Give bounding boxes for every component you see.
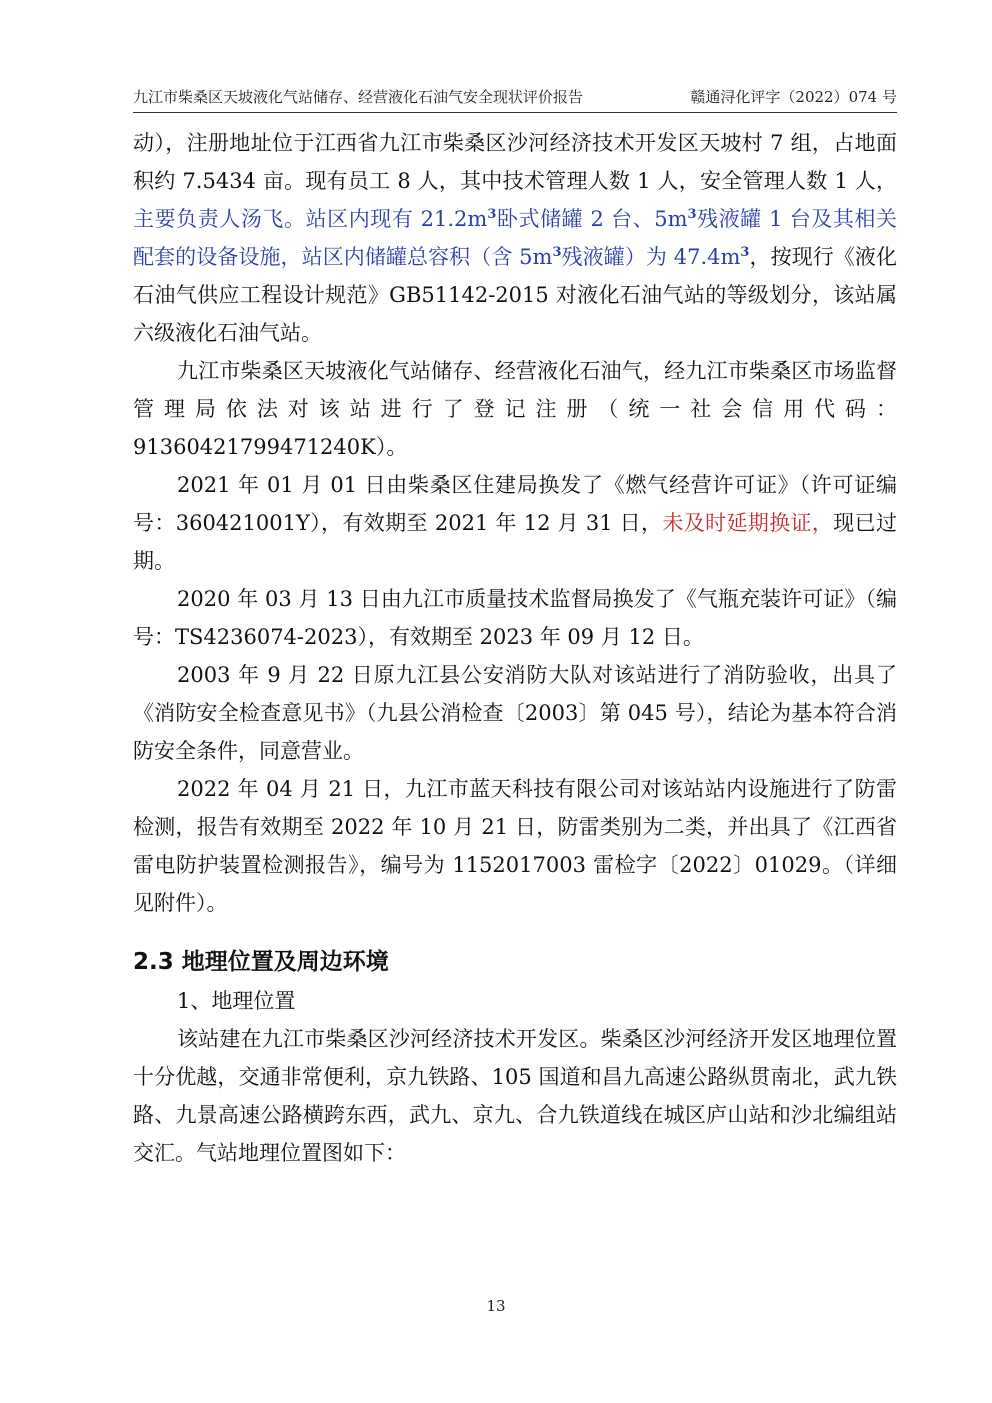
page-header bbox=[133, 86, 897, 110]
header-divider bbox=[133, 112, 897, 113]
highlight-blue-text: 主要负责人汤飞。站区内现有 $21.2m^3$卧式储罐 2 台、$5m^3$残液罐 1 台及其相关配套的设备设施，站区内储罐总容积（含 $5m^3$残液罐）为 $47.4m^3$ bbox=[133, 207, 897, 269]
header-doc-number: 赣通浔化评字（2022）074 号 bbox=[690, 88, 897, 106]
paragraph-fire-inspection: 2003 年 9 月 22 日原九江县公安消防大队对该站进行了消防验收，出具了《消防安全检查意见书》（九县公消检查〔2003〕第 045 号），结论为基本符合消防安全条件，同意营业。 bbox=[133, 663, 897, 763]
page-number: 13 bbox=[486, 1297, 506, 1315]
subsection-title: 1、地理位置 bbox=[177, 989, 296, 1013]
document-body bbox=[133, 124, 897, 1172]
section-heading: 2.3 地理位置及周边环境 bbox=[133, 949, 389, 975]
paragraph-registration bbox=[133, 124, 897, 352]
paragraph-cylinder-license: 2020 年 03 月 13 日由九江市质量技术监督局换发了《气瓶充装许可证》（编号：TS4236074-2023），有效期至 2023 年 09 月 12 日。 bbox=[133, 587, 897, 649]
paragraph-gas-license: 2021 年 01 月 01 日由柴桑区住建局换发了《燃气经营许可证》（许可证编号：360421001Y），有效期至 2021 年 12 月 31 日，未及时延期换证，现已过期。 bbox=[133, 473, 898, 573]
header-title: 九江市柴桑区天坡液化气站储存、经营液化石油气安全现状评价报告 bbox=[133, 88, 584, 106]
highlight-red-text: 未及时延期换证， bbox=[662, 511, 834, 535]
paragraph-credit-code: 九江市柴桑区天坡液化气站储存、经营液化石油气，经九江市柴桑区市场监督管理局依法对该站进行了登记注册（统一社会信用代码：91360421799471240K）。 bbox=[133, 359, 897, 459]
text-run: 动），注册地址位于江西省九江市柴桑区沙河经济技术开发区天坡村 7 组，占地面积约 7.5434 亩。现有员工 8 人，其中技术管理人数 1 人，安全管理人数 1 人， bbox=[133, 131, 897, 193]
paragraph-lightning-inspection: 2022 年 04 月 21 日，九江市蓝天科技有限公司对该站站内设施进行了防雷检测，报告有效期至 2022 年 10 月 21 日，防雷类别为二类，并出具了《江西省雷电防护装置检测报告》，编号为 1152017003 雷检字〔2022〕01029。（详细见附件）。 bbox=[133, 777, 897, 915]
paragraph-location: 该站建在九江市柴桑区沙河经济技术开发区。柴桑区沙河经济开发区地理位置十分优越，交通非常便利，京九铁路、105 国道和昌九高速公路纵贯南北，武九铁路、九景高速公路横跨东西，武九、京九、合九铁道线在城区庐山站和沙北编组站交汇。气站地理位置图如下： bbox=[133, 1027, 897, 1165]
text-run: ，按现行《液化石油气供应工程设计规范》GB51142-2015 对液化石油气站的等级划分，该站属六级液化石油气站。 bbox=[133, 245, 898, 345]
